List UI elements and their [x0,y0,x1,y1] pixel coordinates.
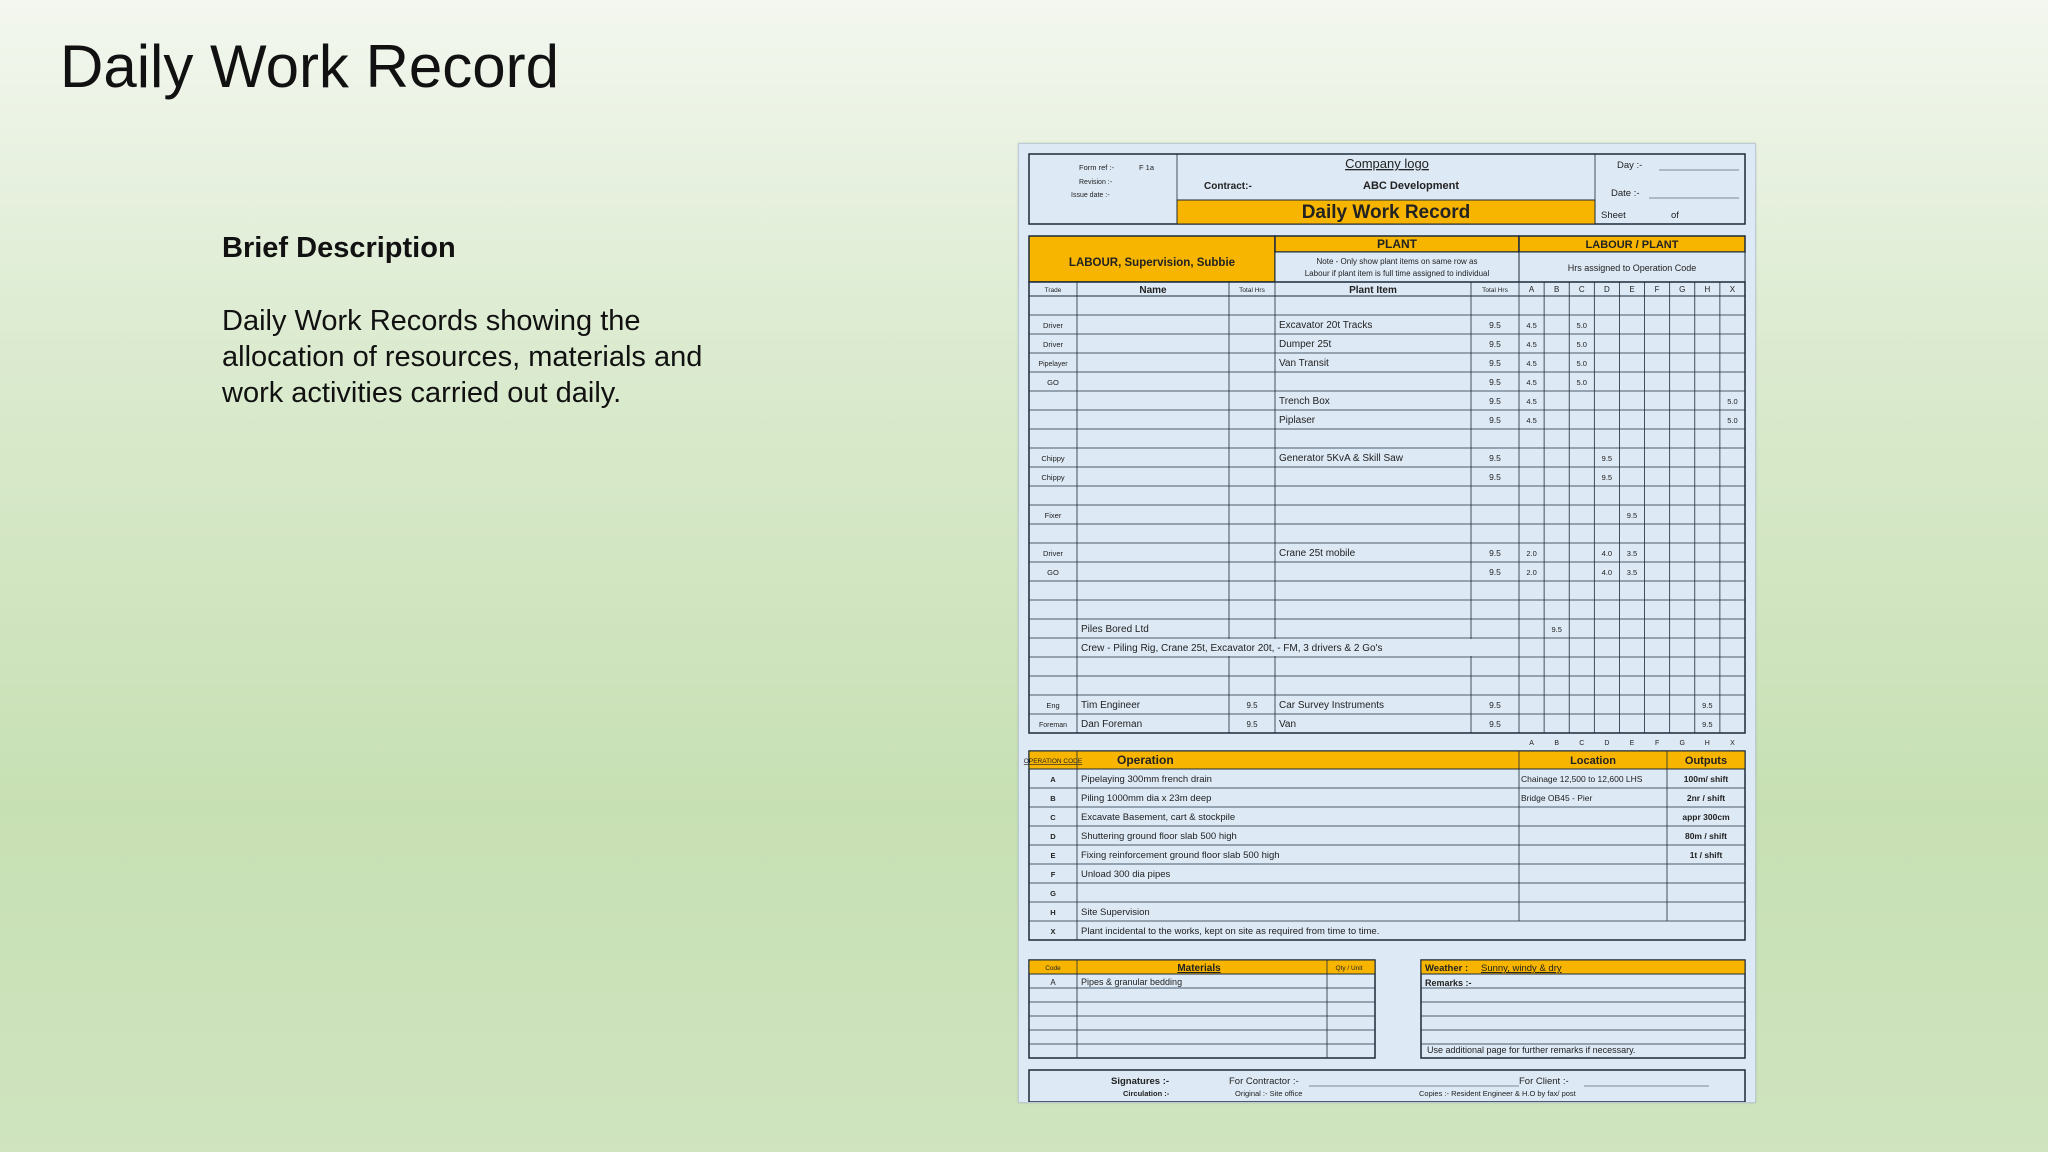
row-plant-hrs: 9.5 [1489,719,1501,729]
materials-qty-header: Qty / Unit [1335,965,1363,972]
row-trade: Pipelayer [1038,361,1068,368]
row-trade: Fixer [1044,511,1062,520]
col-code-d: D [1603,285,1610,294]
op-location: Bridge OB45 - Pier [1521,793,1593,803]
col-code-h: H [1704,285,1711,294]
col-plant-item: Plant Item [1349,285,1397,296]
contract-value: ABC Development [1363,180,1459,192]
signatures-label: Signatures :- [1111,1076,1170,1087]
sheet-label: Sheet [1601,210,1626,221]
for-client-label: For Client :- [1519,1076,1569,1087]
row-plant-hrs: 9.5 [1489,415,1501,425]
material-item: Pipes & granular bedding [1081,977,1183,987]
remarks-note: Use additional page for further remarks if necessary. [1427,1045,1636,1055]
row-code-value: 3.5 [1626,568,1638,577]
row-plant-item: Van [1279,719,1297,730]
row-plant-item: Excavator 20t Tracks [1279,320,1373,331]
row-code-value: 9.5 [1702,720,1713,729]
row-code-value: 2.0 [1526,549,1537,558]
code-letter-f: F [1654,740,1660,747]
weather-value: Sunny, windy & dry [1481,963,1562,974]
row-code-value: 5.0 [1576,321,1587,330]
row-code-value: 3.5 [1626,549,1638,558]
row-plant-item: Car Survey Instruments [1279,700,1385,711]
row-code-value: 4.5 [1526,321,1537,330]
op-description: Excavate Basement, cart & stockpile [1081,812,1236,823]
op-code: F [1050,870,1056,879]
material-code: A [1050,978,1056,987]
materials-header: Materials [1177,963,1221,974]
form-drawing [1019,144,1755,1102]
col-code-x: X [1729,285,1736,294]
description-heading: Brief Description [222,232,456,264]
remarks-label: Remarks :- [1425,978,1472,988]
weather-header-row [1421,960,1745,974]
row-code-value: 5.0 [1576,340,1587,349]
row-plant-hrs: 9.5 [1489,396,1501,406]
row-plant-hrs: 9.5 [1489,472,1501,482]
row-plant-hrs: 9.5 [1489,339,1501,349]
row-trade: Chippy [1041,454,1065,463]
row-plant-item: Dumper 25t [1279,339,1332,350]
row-plant-hrs: 9.5 [1489,358,1501,368]
op-output: 80m / shift [1684,831,1728,841]
col-code-a: A [1528,285,1535,294]
col-code-e: E [1629,285,1635,294]
contract-label: Contract:- [1204,181,1252,192]
row-plant-item: Van Transit [1279,358,1329,369]
row-plant-hrs: 9.5 [1489,377,1501,387]
op-code: C [1050,813,1056,822]
description-text: Daily Work Records showing the allocation of resources, materials and work activities carried out daily. [222,305,703,409]
labour-plant-header: LABOUR / PLANT [1585,239,1679,251]
labour-header: LABOUR, Supervision, Subbie [1068,257,1236,269]
row-plant-hrs: 9.5 [1489,548,1501,558]
plant-header: PLANT [1377,237,1417,251]
row-code-value: 9.5 [1702,701,1713,710]
row-plant-item: Piplaser [1279,415,1316,426]
row-code-value: 4.5 [1526,378,1537,387]
row-name: Piles Bored Ltd [1081,624,1149,635]
op-output: 1t / shift [1689,850,1723,860]
location-header: Location [1570,755,1616,767]
col-code-g: G [1679,285,1686,294]
row-code-value: 4.0 [1601,549,1613,558]
outputs-header: Outputs [1684,755,1728,767]
row-trade: Chippy [1041,473,1065,482]
op-output: appr 300cm [1682,812,1730,822]
op-description: Fixing reinforcement ground floor slab 500 high [1081,850,1280,861]
op-code: B [1050,794,1056,803]
row-total-hrs: 9.5 [1246,720,1258,729]
col-plant-total: Total Hrs [1482,287,1508,294]
materials-code-header: Code [1045,965,1061,972]
row-plant-item: Trench Box [1279,396,1330,407]
op-code: X [1050,927,1056,936]
op-description: Plant incidental to the works, kept on site as required from time to time. [1081,926,1380,937]
row-plant-item: Generator 5KvA & Skill Saw [1279,453,1403,464]
plant-note-line-1: Note - Only show plant items on same row as [1316,257,1478,266]
slide-title: Daily Work Record [60,33,560,100]
op-description: Pipelaying 300mm french drain [1081,774,1212,785]
op-code: A [1050,775,1056,784]
row-trade: Foreman [1038,722,1068,729]
code-letter-d: D [1604,740,1610,747]
row-plant-hrs: 9.5 [1489,700,1501,710]
col-code-f: F [1654,285,1660,294]
op-code: H [1050,908,1056,917]
row-trade: GO [1047,568,1059,577]
row-code-value: 2.0 [1526,568,1537,577]
hrs-assigned-label: Hrs assigned to Operation Code [1567,263,1697,273]
row-plant-hrs: 9.5 [1489,453,1501,463]
for-contractor-label: For Contractor :- [1229,1076,1299,1087]
row-code-value: 5.0 [1576,359,1587,368]
op-output: 100m/ shift [1683,774,1729,784]
row-plant-hrs: 9.5 [1489,567,1501,577]
op-code: D [1050,832,1056,841]
plant-note-line-2: Labour if plant item is full time assigned to individual [1304,269,1490,278]
code-letter-e: E [1629,740,1635,747]
op-output: 2nr / shift [1686,793,1726,803]
col-code-c: C [1578,285,1585,294]
form-ref-value: F 1a [1139,163,1155,172]
col-name: Name [1139,285,1167,296]
row-code-value: 5.0 [1727,397,1738,406]
row-trade: Eng [1046,701,1060,710]
row-code-value: 9.5 [1551,625,1562,634]
code-letter-c: C [1579,740,1585,747]
row-plant-item: Crane 25t mobile [1279,548,1356,559]
weather-frame [1421,960,1745,1058]
row-trade: Driver [1043,321,1063,330]
op-description: Shuttering ground floor slab 500 high [1081,831,1237,842]
revision-label: Revision :- [1079,179,1113,186]
row-code-value: 9.5 [1626,511,1638,520]
code-letter-g: G [1679,740,1685,747]
row-code-value: 4.5 [1526,397,1537,406]
row-trade: Driver [1043,549,1063,558]
op-description: Piling 1000mm dia x 23m deep [1081,793,1212,804]
row-name: Dan Foreman [1081,719,1143,730]
day-label: Day :- [1617,160,1643,171]
op-description: Site Supervision [1081,907,1150,918]
op-code: E [1050,851,1056,860]
op-description: Unload 300 dia pipes [1081,869,1171,880]
daily-work-record-form-image [1018,143,1756,1103]
col-code-b: B [1553,285,1560,294]
crew-note: Crew - Piling Rig, Crane 25t, Excavator 20t, - FM, 3 drivers & 2 Go's [1081,643,1383,654]
code-letter-h: H [1704,740,1710,747]
row-total-hrs: 9.5 [1246,701,1258,710]
code-letter-b: B [1554,740,1560,747]
row-name: Tim Engineer [1081,700,1141,711]
original-label: Original :- Site office [1235,1089,1303,1098]
row-code-value: 4.5 [1526,359,1537,368]
row-code-value: 4.0 [1601,568,1613,577]
op-location: Chainage 12,500 to 12,600 LHS [1521,774,1643,784]
row-code-value: 5.0 [1576,378,1587,387]
form-title: Daily Work Record [1301,202,1471,223]
row-trade: Driver [1043,340,1063,349]
circulation-label: Circulation :- [1123,1089,1170,1098]
labour-grid-frame [1029,282,1745,733]
col-total-hrs: Total Hrs [1239,287,1265,294]
op-code: G [1050,889,1056,898]
issue-date-label: Issue date :- [1071,192,1110,199]
materials-frame [1029,960,1375,1058]
form-ref-label: Form ref :- [1079,163,1114,172]
row-trade: GO [1047,378,1059,387]
row-code-value: 4.5 [1526,416,1537,425]
code-letter-a: A [1529,740,1534,747]
date-label: Date :- [1611,188,1640,199]
copies-label: Copies :- Resident Engineer & H.O by fax/ post [1419,1089,1576,1098]
row-code-value: 9.5 [1601,454,1613,463]
operation-header: Operation [1117,753,1174,767]
code-letter-x: X [1730,740,1735,747]
weather-label: Weather : [1425,963,1469,974]
row-code-value: 9.5 [1601,473,1613,482]
row-code-value: 4.5 [1526,340,1537,349]
row-plant-hrs: 9.5 [1489,320,1501,330]
company-logo-text: Company logo [1345,156,1429,171]
col-trade: Trade [1044,287,1062,294]
row-code-value: 5.0 [1727,416,1738,425]
op-code-header: OPERATION CODE [1023,758,1083,765]
sheet-of-label: of [1671,210,1679,221]
